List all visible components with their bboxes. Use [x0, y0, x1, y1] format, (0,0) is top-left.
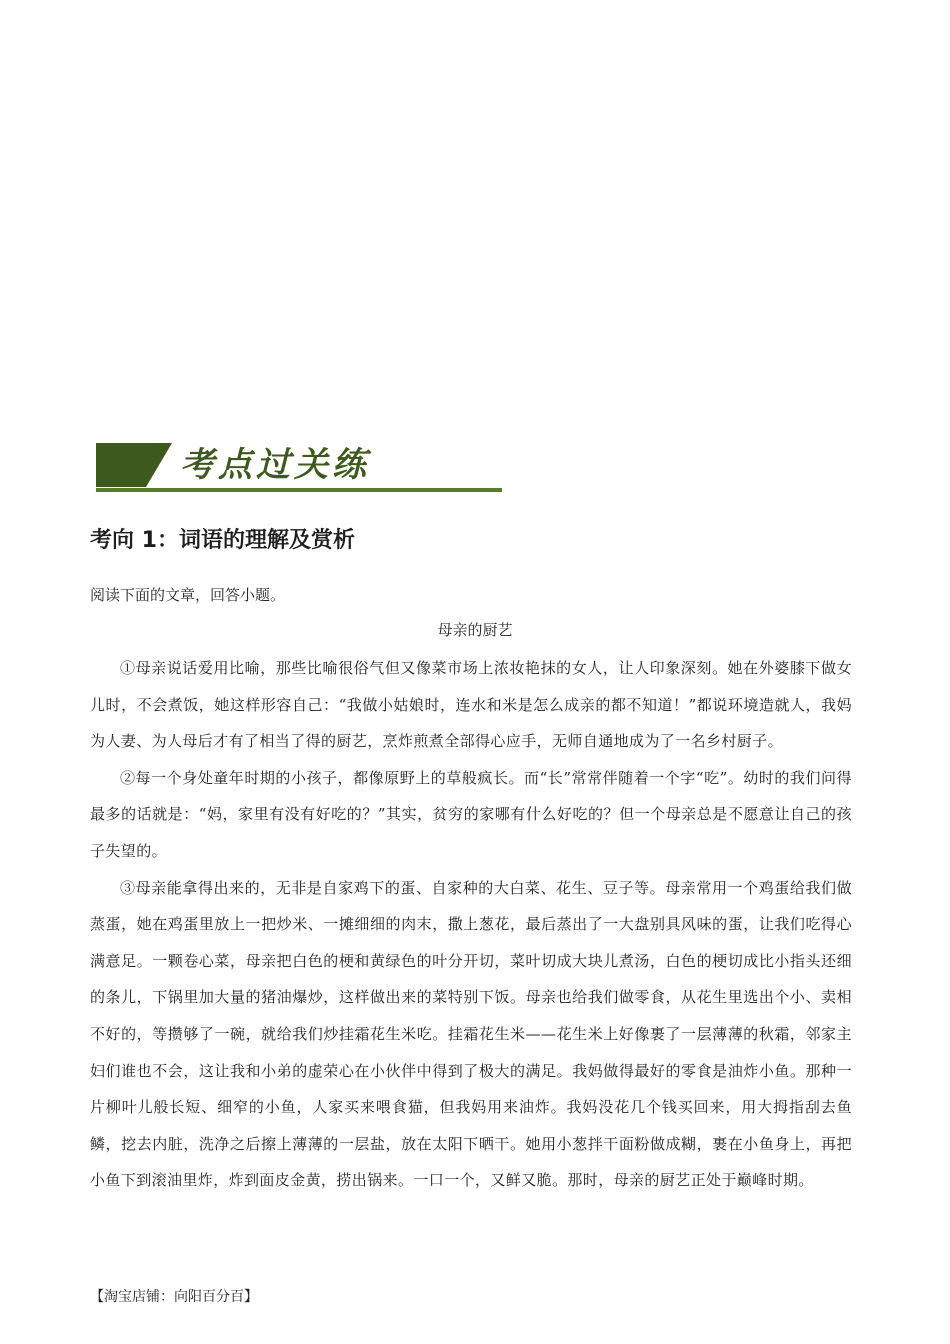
article-paragraph-2: ②每一个身处童年时期的小孩子，都像原野上的草般疯长。而“长”常常伴随着一个字“吃”。幼时的我们问得最多的话就是：“妈，家里有没有好吃的？”其实，贫穷的家哪有什么好吃的？但一个母亲总是不愿意让自己的孩子失望的。 [90, 768, 852, 860]
section-banner [96, 437, 504, 495]
banner-title: 考点过关练 [180, 445, 370, 485]
article-paragraph-3: ③母亲能拿得出来的，无非是自家鸡下的蛋、自家种的大白菜、花生、豆子等。母亲常用一个鸡蛋给我们做蒸蛋，她在鸡蛋里放上一把炒米、一摊细细的肉末，撒上葱花，最后蒸出了一大盘别具风味的蛋，让我们吃得心满意足。一颗卷心菜，母亲把白色的梗和黄绿色的叶分开切，菜叶切成大块儿煮汤，白色的梗切成比小指头还细的条儿，下锅里加大量的猪油爆炒，这样做出来的菜特别下饭。母亲也给我们做零食，从花生里选出个小、卖相不好的，等攒够了一碗，就给我们炒挂霜花生米吃。挂霜花生米——花生米上好像裹了一层薄薄的秋霜，邻家主妇们谁也不会，这让我和小弟的虚荣心在小伙伴中得到了极大的满足。我妈做得最好的零食是油炸小鱼。那种一片柳叶儿般长短、细窄的小鱼，人家买来喂食猫，但我妈用来油炸。我妈没花几个钱买回来，用大拇指刮去鱼鳞，挖去内脏，洗净之后擦上薄薄的一层盐，放在太阳下晒干。她用小葱拌干面粉做成糊，裹在小鱼身上，再把小鱼下到滚油里炸，炸到面皮金黄，捞出锅来。一口一个，又鲜又脆。那时，母亲的厨艺正处于巅峰时期。 [90, 878, 852, 1190]
footer-shop-label: 【淘宝店铺：向阳百分百】 [90, 1289, 258, 1305]
banner-underline [96, 488, 502, 492]
section-title: 考向 1：词语的理解及赏析 [90, 528, 355, 553]
instruction-text: 阅读下面的文章，回答小题。 [90, 586, 286, 604]
article-title: 母亲的厨艺 [437, 621, 513, 639]
banner-green-block [96, 443, 172, 487]
article-paragraph-1: ①母亲说话爱用比喻，那些比喻很俗气但又像菜市场上浓妆艳抹的女人，让人印象深刻。她在外婆膝下做女儿时，不会煮饭，她这样形容自己：“我做小姑娘时，连水和米是怎么成亲的都不知道！”都说环境造就人，我妈为人妻、为人母后才有了相当了得的厨艺，烹炸煎煮全部得心应手，无师自通地成为了一名乡村厨子。 [90, 659, 852, 751]
article-body [90, 650, 852, 1199]
